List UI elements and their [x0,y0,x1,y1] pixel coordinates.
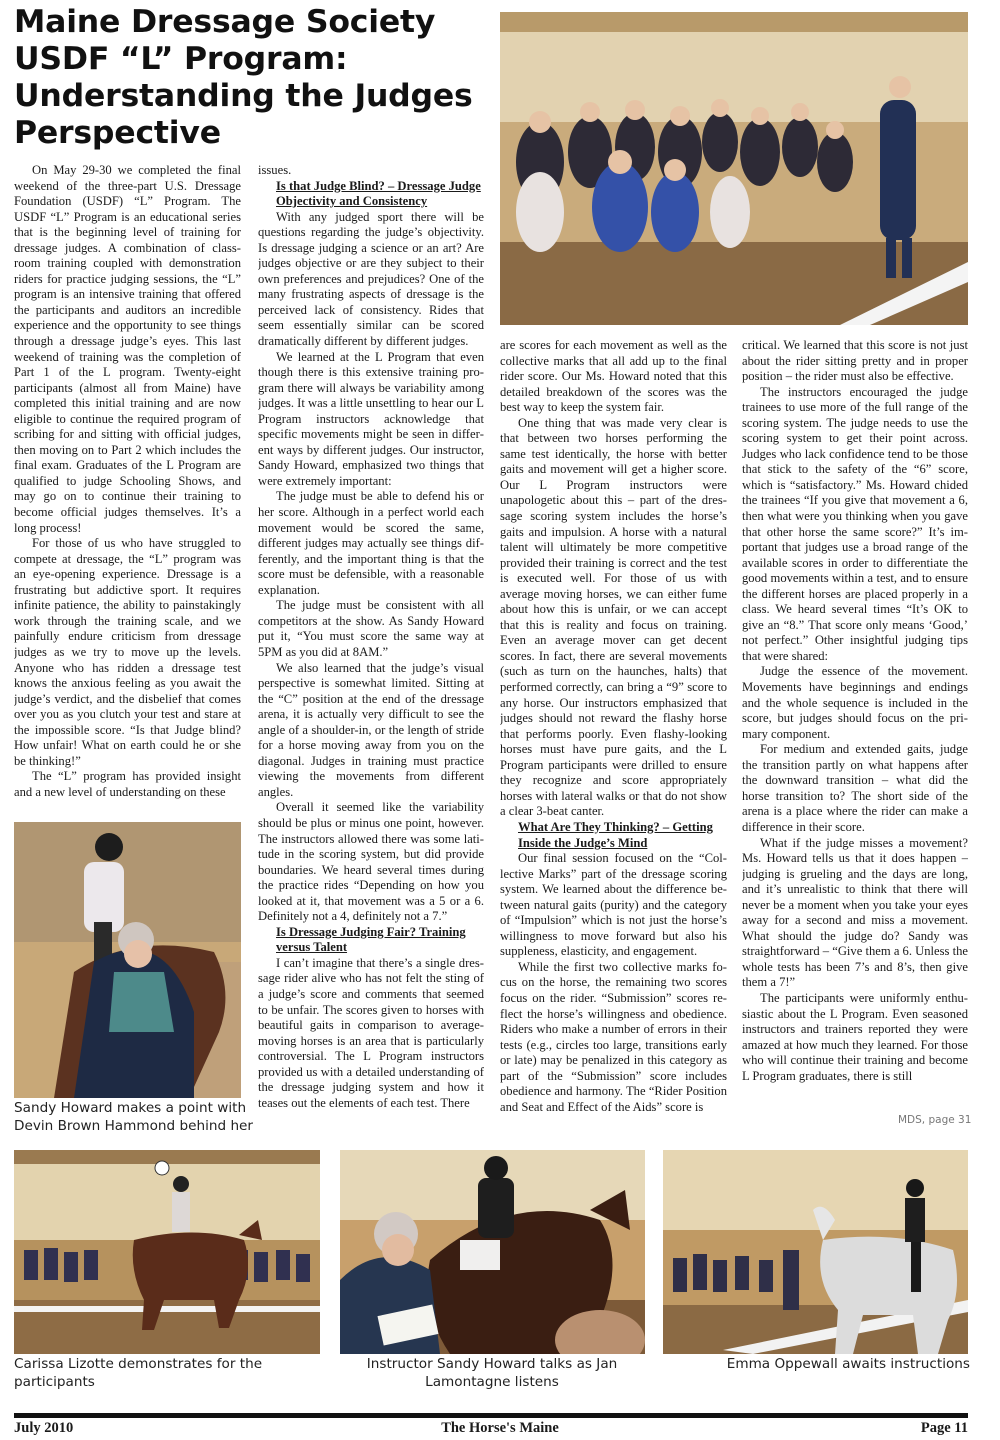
article-paragraph: The judge must be able to defend his or her score. Although in a perfect world each movement would be scored the same, different judges may actually see things differently, and the important thing is that the score must be defensible, with a reasonable explanation. [258,489,484,597]
article-title: Maine Dressage Society USDF “L” Program: Understanding the Judges Perspective [14,4,473,151]
article-column-1 [14,163,241,815]
section-heading-judges-mind: What Are They Thinking? – Getting Inside the Judge’s Mind [518,819,713,850]
article-paragraph: We learned at the L Program that even though there is this extensive training program there will always be variability among judges. It was a little unsettling to hear our L Program instructors acknowledge that specific movements might be seen in different ways by different judges. Our instructor, Sandy Howard, emphasized two things that were extremely important: [258,349,484,488]
article-paragraph: Overall it seemed like the variability should be plus or minus one point, however. The instructors allowed there was some latitude in the scoring system, but did provide boundaries. We heard several times during the practice rides “Depending on how you looked at it, that movement was a 5 or a 6. Definitely not a 4, definitely not a 7.” [258,800,484,924]
article-paragraph: For medium and extended gaits, judge the transition partly on what happens after the downward transition – what did the horse transition to? The short side of the arena is a place where the rider can make a difference in their score. [742,742,968,834]
sandy-howard-photo [14,822,241,1098]
article-paragraph: With any judged sport there will be questions regarding the judge’s objectivity. Is dressage judging a science or an art? Are judges objective or are they subject to their own preferences and prejudices? One of the many frustrating aspects of dressage is the perceived lack of consistency. Rides that seem essentially similar can be scored dramatically different by different judges. [258,209,484,349]
instructor-talks-photo [340,1150,645,1354]
carissa-lizotte-photo [14,1150,320,1354]
footer-rule [14,1413,968,1418]
article-column-2 [258,163,484,1133]
section-heading-judge-blind: Is that Judge Blind? – Dressage Judge Objectivity and Consistency [276,178,481,209]
article-paragraph: We also learned that the judge’s visual perspective is somewhat limited. Sitting at the “C” position at the end of the dressage arena, it is actually very difficult to see the angle of a shoulder-in, or the length of stride for a horse moving away from you on the diagonal. Judges in training must practice viewing the movements from different angles. [258,660,484,799]
article-paragraph: While the first two collective marks focus on the horse, the remaining two scores focus on the rider. “Submission” scores reflect the horse’s willingness and obedience. Riders who make a number of errors in their tests (e.g., circles too large, transitions early or late) may be penalized in this category as part of the “Submission” score includes obedience and harmony. The “Rider Position and Seat and Effect of the Aids” score is [500,959,727,1114]
article-paragraph: For those of us who have struggled to compete at dressage, the “L” program was an eye-opening experience. Dressage is a frustrating but addictive sport. It requires infinite patience, the ability to painstakingly work through the training scale, and we painfully endure criticism from dressage judges as we try to move up the levels. Anyone who has ridden a dressage test knows the anxious feeling as you await the judge’s verdict, and the disbelief that comes over you as you clutch your test and stare at the impossible score. “Is that Judge blind? How unfair! What on earth could he or she be thinking!” [14,536,241,768]
article-paragraph: Judge the essence of the movement. Movements have beginnings and endings and the whole sequence is included in the score, but judges should focus on the primary component. [742,664,968,741]
article-paragraph: I can’t imagine that there’s a single dressage rider alive who has not felt the sting of a judge’s score and comments that seemed to be unfair. The scores given to horses with beautiful gaits in comparison to average-moving horses is an area that is particularly controversial. The L Program instructors provided us with a detailed understanding of the dressage judging system and how it teases out the elements of each test. There [258,955,484,1110]
footer-date: July 2010 [14,1420,74,1436]
article-paragraph: One thing that was made very clear is that between two horses performing the same test identically, the horse with better gaits and movement will get a higher score. Our L Program instructors were unapologetic about this – part of the dressage scoring system includes the horse’s gaits and impulsion. A horse with a natural talent will ultimately be more competitive provided their training is correct and the test is executed well. For those of us with average moving horses, we can either fume about how this is unfair, or we can accept that this is reality and focus on training. Even an average mover can get decent scores. In fact, there are several movements (such as turn on the haunches, halts) that performed correctly, can bring a “9” score to any horse. Our instructors emphasized that judges should not reward the flashy horse that performs poorly. Even flashy-looking horses must have pure gaits, and the L Program participants were drilled to ensure they recognize and score appropriately horses with lateral walks or that do not show a clear 3-beat canter. [500,415,727,819]
article-paragraph: The instructors encouraged the judge trainees to use more of the full range of the scoring system. The judge needs to use the scoring system to get their point across. Judges who lack confidence tend to be those that stick to the safety of the “6” score, which is “satisfactory.” Ms. Howard chided the trainees “If you give that movement a 6, then what were you thinking when you gave that other horse the same score?” It’s important that judges use a broad range of the available scores in order to differentiate the good movements within a test, and to ensure the different horses are placed properly in a class. We heard several times “It’s OK to give an “8.” That score only means ‘Good,’ not perfect.” Other insightful judging tips that were shared: [742,384,968,663]
col2-lead: issues. [258,163,292,177]
article-column-4 [742,338,968,1113]
article-paragraph: What if the judge misses a movement? Ms. Howard tells us that it does happen – judging is grueling and the days are long, and it’s unrealistic to think that there will never be a moment when you take your eyes away for a second and miss a movement. What should the judge do? Sandy was straightforward – “Give them a 6. Unless the whole tests has been 7’s and 8’s, then give them a 7!” [742,835,968,990]
left-photo-caption: Sandy Howard makes a point with Devin Brown Hammond behind her [14,1100,254,1134]
article-paragraph: The participants were uniformly enthusiastic about the L Program. Even seasoned instructors and trainers reported they were amazed at how much they learned. For those who will continue their training and become L Program graduates, there is still [742,990,968,1083]
classroom-photo [500,12,968,325]
emma-oppewall-photo [663,1150,968,1354]
section-heading-judging-fair: Is Dressage Judging Fair? Training versus Talent [276,924,466,955]
article-paragraph: Our final session focused on the “Collective Marks” part of the dressage scoring system. We learned about the difference between natural gaits (purity) and the category of “Impulsion” which is not just the horse’s willingness to move forward but also his suppleness, elasticity, and engagement. [500,851,727,959]
bottom-caption-carissa: Carissa Lizotte demonstrates for the participants [14,1356,263,1390]
article-column-3 [500,338,727,1133]
bottom-caption-instructor: Instructor Sandy Howard talks as Jan Lamontagne listens [366,1356,618,1390]
article-paragraph: The judge must be consistent with all competitors at the show. As Sandy Howard put it, “You must score the same way at 5PM as you did at 8AM.” [258,598,484,659]
article-paragraph: On May 29-30 we completed the final weekend of the three-part U.S. Dressage Foundation (USDF) “L” Program. The USDF “L” Program is an educational series that is the beginning level of training for dressage judges. A combination of classroom training coupled with demonstration riders for practice judging sessions, the “L” program is an intensive training that offered the participants and auditors an incredible experience and the opportunity to see things through a dressage judge’s eyes. This last weekend of training was the completion of Part 1 of the L program. Twenty-eight participants (almost all from Maine) have completed this initial training and are now eligible to continue the required program of scribing for and sitting with official judges, then moving on to Part 2 which includes the final exam. Graduates of the L Program are qualified to judge Schooling Shows, and may go on to continue their training to become official judges themselves. It’s a long process! [14,163,241,535]
bottom-caption-emma: Emma Oppewall awaits instructions [726,1356,970,1372]
article-paragraph: critical. We learned that this score is not just about the rider sitting pretty and in proper position – the rider must also be effective. [742,338,968,384]
article-paragraph: The “L” program has provided insight and a new level of understanding on these [14,769,241,799]
footer-page: Page 11 [920,1420,968,1436]
continued-label: MDS, page 31 [898,1114,972,1126]
article-paragraph: are scores for each movement as well as the collective marks that all add up to the final rider score. Our Ms. Howard noted that this detailed breakdown of the scores was the best way to keep the system fair. [500,338,727,415]
footer-publication: The Horse's Maine [441,1420,559,1436]
